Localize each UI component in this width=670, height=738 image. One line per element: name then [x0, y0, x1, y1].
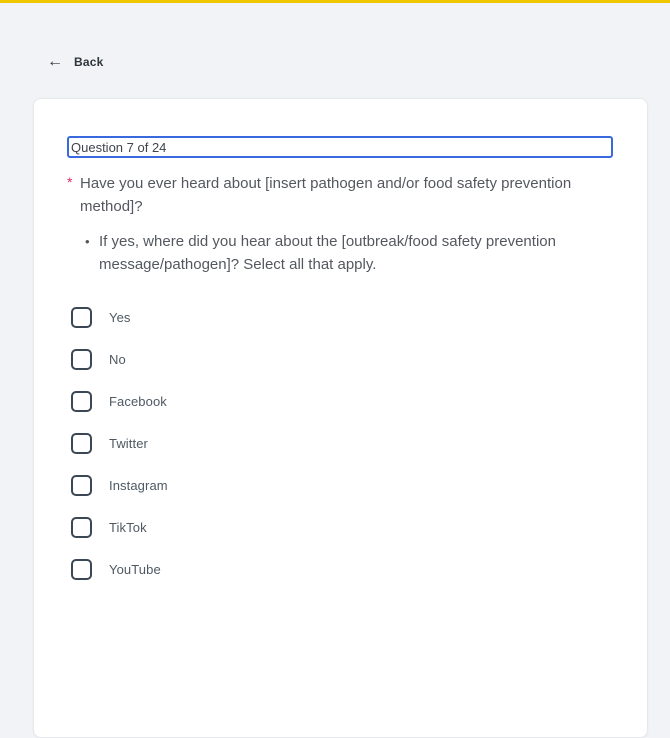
- checkbox-option-row[interactable]: [71, 391, 614, 412]
- checkbox[interactable]: [71, 391, 92, 412]
- checkbox-option-label: No: [109, 352, 126, 367]
- checkbox[interactable]: [71, 517, 92, 538]
- back-button[interactable]: [47, 54, 104, 70]
- back-button-label: Back: [74, 55, 104, 69]
- checkbox-option-label: Instagram: [109, 478, 168, 493]
- question-text: Have you ever heard about [insert pathogen and/or food safety prevention method]?: [80, 175, 572, 215]
- checkbox-option-row[interactable]: [71, 559, 614, 580]
- question-card: [33, 98, 648, 738]
- options-list: [71, 307, 614, 580]
- bullet-icon: •: [85, 234, 90, 249]
- top-accent-bar: [0, 0, 670, 3]
- checkbox[interactable]: [71, 433, 92, 454]
- arrow-left-icon: ←: [47, 53, 63, 70]
- checkbox[interactable]: [71, 559, 92, 580]
- checkbox-option-row[interactable]: [71, 307, 614, 328]
- required-asterisk: *: [67, 174, 73, 190]
- question-sub-bullet: [85, 230, 614, 276]
- checkbox-option-label: Twitter: [109, 436, 148, 451]
- checkbox-option-label: Yes: [109, 310, 131, 325]
- question-block: [67, 172, 614, 218]
- bullet-text: If yes, where did you hear about the [outbreak/food safety prevention message/pathogen]? Select all that apply.: [99, 233, 556, 273]
- checkbox-option-row[interactable]: [71, 349, 614, 370]
- checkbox-option-label: Facebook: [109, 394, 167, 409]
- checkbox-option-row[interactable]: [71, 517, 614, 538]
- checkbox-option-row[interactable]: [71, 433, 614, 454]
- checkbox[interactable]: [71, 307, 92, 328]
- checkbox[interactable]: [71, 475, 92, 496]
- checkbox[interactable]: [71, 349, 92, 370]
- checkbox-option-row[interactable]: [71, 475, 614, 496]
- checkbox-option-label: YouTube: [109, 562, 161, 577]
- checkbox-option-label: TikTok: [109, 520, 147, 535]
- question-number-input[interactable]: [67, 136, 613, 158]
